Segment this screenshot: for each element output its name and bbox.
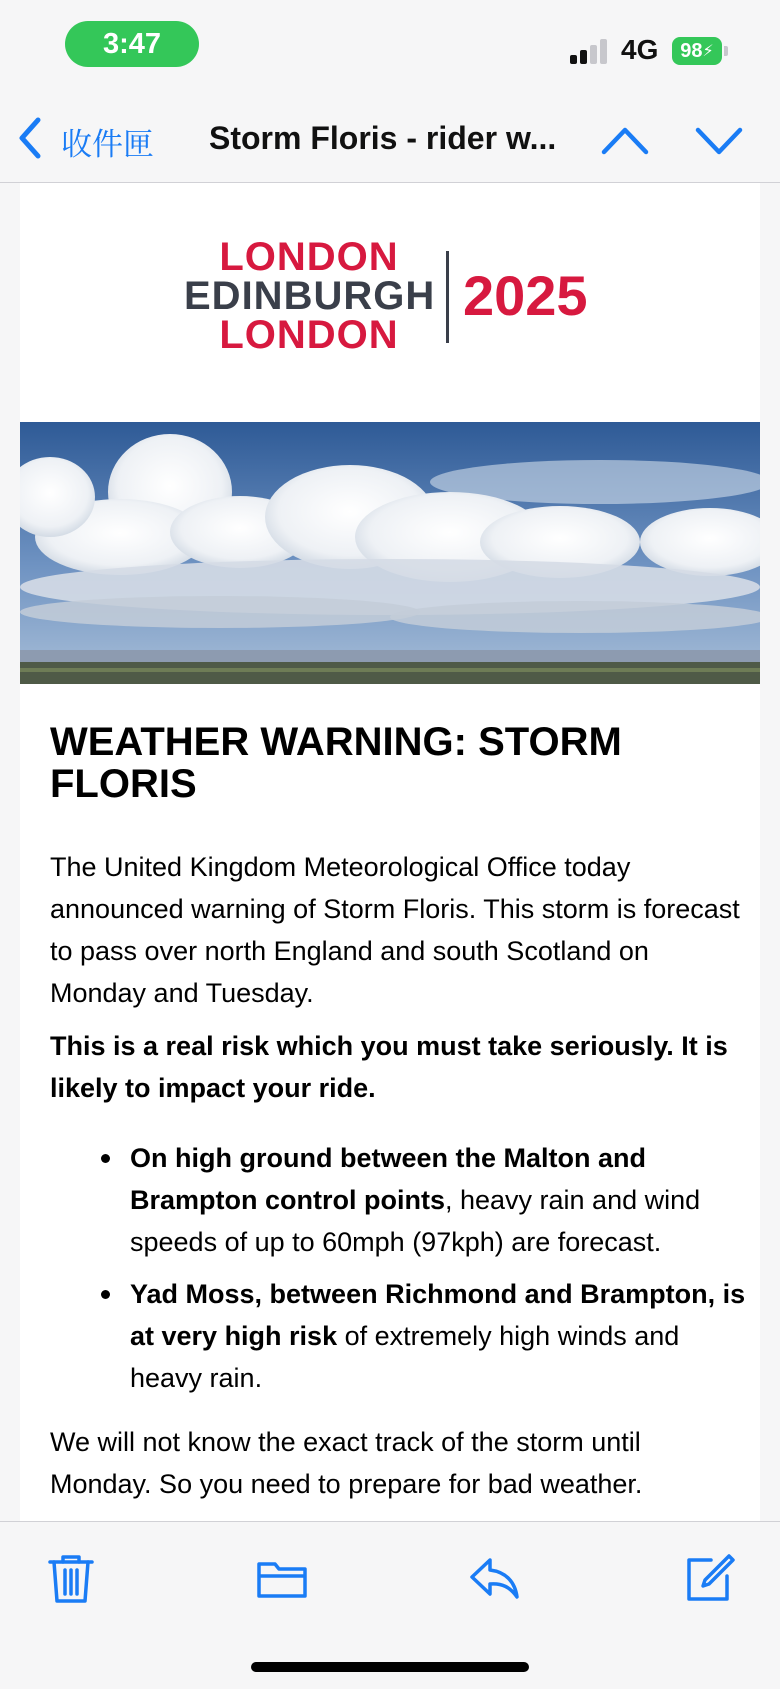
home-indicator[interactable] — [251, 1662, 529, 1672]
logo-divider — [446, 251, 449, 343]
email-heading: WEATHER WARNING: STORM FLORIS — [50, 720, 622, 806]
london-edinburgh-london-logo — [184, 233, 604, 358]
folder-icon[interactable] — [254, 1550, 310, 1606]
logo-year: 2025 — [463, 264, 588, 327]
compose-icon[interactable] — [681, 1550, 737, 1606]
risk-warning: This is a real risk which you must take seriously. It is likely to impact your ride. — [50, 1031, 728, 1103]
logo-line-2: EDINBURGH — [184, 274, 436, 318]
bullet-dot — [101, 1154, 110, 1163]
bullet-dot — [101, 1290, 110, 1299]
reply-icon[interactable] — [466, 1550, 522, 1606]
list-item-text: of extremely high winds and heavy rain. — [130, 1321, 680, 1393]
risk-list — [50, 1137, 750, 1399]
mail-nav-bar — [0, 96, 780, 183]
trash-icon[interactable] — [43, 1550, 99, 1606]
email-body[interactable] — [20, 183, 760, 1521]
cellular-signal-icon — [570, 38, 610, 64]
status-time[interactable]: 3:47 — [65, 21, 199, 67]
logo-line-3: LONDON — [219, 313, 399, 357]
network-type: 4G — [621, 34, 659, 65]
battery-level: 98 — [680, 39, 703, 62]
chevron-down-icon[interactable] — [694, 120, 744, 160]
logo-line-1: LONDON — [219, 235, 399, 279]
battery-icon: 98 ⚡ — [672, 37, 722, 65]
intro-paragraph: The United Kingdom Meteorological Office today announced warning of Storm Floris. This storm is forecast to pass over north England and south Scotland on Monday and Tuesday. — [50, 852, 740, 1008]
chevron-up-icon[interactable] — [600, 120, 650, 160]
list-item-text: , heavy rain and wind speeds of up to 60mph (97kph) are forecast. — [130, 1185, 701, 1257]
back-to-inbox-button[interactable]: 收件匣 — [61, 127, 154, 163]
status-bar — [0, 0, 780, 96]
sky-clouds-image — [20, 422, 760, 684]
list-item — [50, 1273, 750, 1399]
email-subject-title: Storm Floris - rider w... — [209, 120, 557, 156]
mail-toolbar — [0, 1521, 780, 1689]
chevron-left-icon[interactable] — [16, 116, 46, 160]
list-item — [50, 1137, 750, 1263]
list-item-bold: Yad Moss, between Richmond and Brampton, is at very high risk — [130, 1279, 746, 1351]
battery-tip — [724, 46, 728, 56]
closing-paragraph: We will not know the exact track of the storm until Monday. So you need to prepare for bad weather. — [50, 1427, 643, 1499]
list-item-bold: On high ground between the Malton and Brampton control points — [130, 1143, 646, 1215]
